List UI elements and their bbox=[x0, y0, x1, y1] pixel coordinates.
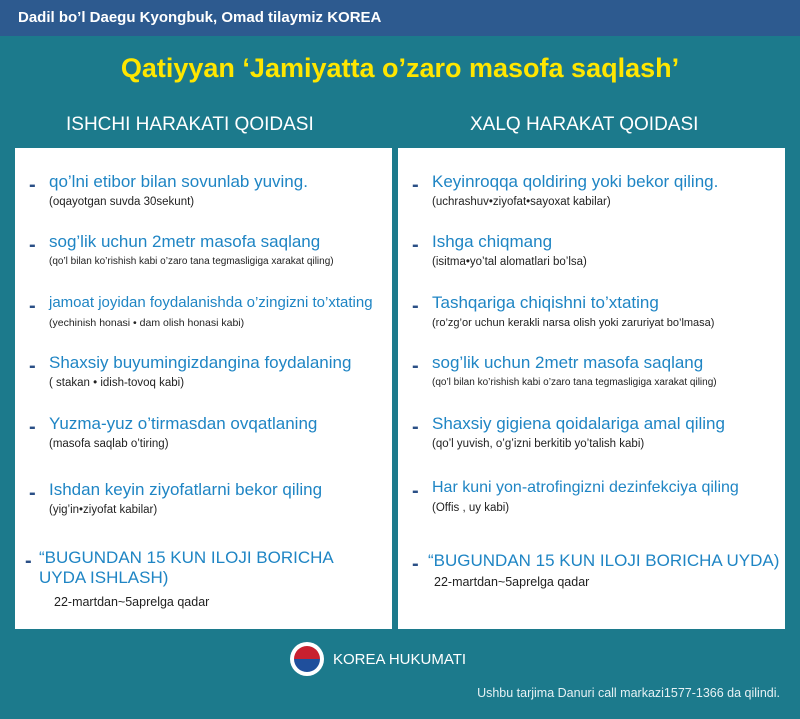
dash-bullet-icon: - bbox=[412, 234, 419, 256]
dash-bullet-icon: - bbox=[29, 174, 36, 196]
rule-text: Shaxsiy gigiena qoidalariga amal qiling bbox=[432, 414, 725, 433]
rule-text: qo’lni etibor bilan sovunlab yuving. bbox=[49, 172, 308, 191]
rule-text: Shaxsiy buyumingizdangina foydalaning bbox=[49, 353, 352, 372]
rule-text: jamoat joyidan foydalanishda o’zingizni to’xtating bbox=[49, 294, 373, 311]
dash-bullet-icon: - bbox=[412, 295, 419, 317]
dash-bullet-icon: - bbox=[29, 416, 36, 438]
rule-text: Yuzma-yuz o’tirmasdan ovqatlaning bbox=[49, 414, 318, 433]
rule-text: Har kuni yon-atrofingizni dezinfekciya qiling bbox=[432, 479, 739, 496]
rule-text: Keyinroqqa qoldiring yoki bekor qiling. bbox=[432, 172, 719, 191]
government-label: KOREA HUKUMATI bbox=[333, 651, 467, 668]
rule-text: sog’lik uchun 2metr masofa saqlang bbox=[49, 232, 321, 251]
rule-note: 22-martdan~5aprelga qadar bbox=[434, 575, 590, 589]
dash-bullet-icon: - bbox=[29, 355, 36, 377]
rule-note: (masofa saqlab o’tiring) bbox=[49, 438, 169, 450]
rule-note: (Offis , uy kabi) bbox=[432, 502, 510, 514]
rule-note: (uchrashuv•ziyofat•sayoxat kabilar) bbox=[432, 196, 611, 208]
dash-bullet-icon: - bbox=[412, 174, 419, 196]
rule-note: (qo’l bilan ko’rishish kabi o’zaro tana tegmasligiga xarakat qiling) bbox=[49, 256, 334, 267]
rule-note: ( stakan • idish-tovoq kabi) bbox=[49, 377, 185, 389]
left-rules-panel bbox=[15, 148, 392, 629]
top-banner bbox=[0, 0, 800, 36]
dash-bullet-icon: - bbox=[29, 295, 36, 317]
rule-note: (qo’l bilan ko’rishish kabi o’zaro tana tegmasligiga xarakat qiling) bbox=[432, 377, 717, 388]
dash-bullet-icon: - bbox=[412, 553, 419, 575]
dash-bullet-icon: - bbox=[412, 355, 419, 377]
rule-text: “BUGUNDAN 15 KUN ILOJI BORICHA UYDA) bbox=[428, 551, 780, 570]
page-title: Qatiyyan ‘Jamiyatta o’zaro masofa saqlash’ bbox=[120, 53, 680, 83]
rule-note: (qo’l yuvish, o’g’izni berkitib yo’talish kabi) bbox=[432, 438, 645, 450]
rule-note: (oqayotgan suvda 30sekunt) bbox=[49, 196, 195, 208]
dash-bullet-icon: - bbox=[29, 482, 36, 504]
dash-bullet-icon: - bbox=[412, 480, 419, 502]
translation-credit: Ushbu tarjima Danuri call markazi1577-1366 da qilindi. bbox=[477, 686, 780, 700]
banner-text: Dadil bo’l Daegu Kyongbuk, Omad tilaymiz KOREA bbox=[18, 9, 382, 26]
left-column-heading: ISHCHI HARAKATI QOIDASI bbox=[66, 114, 314, 135]
rule-text: Ishdan keyin ziyofatlarni bekor qiling bbox=[49, 480, 323, 499]
rule-note: 22-martdan~5aprelga qadar bbox=[54, 595, 210, 609]
dash-bullet-icon: - bbox=[29, 234, 36, 256]
korea-taeguk-emblem-icon bbox=[290, 642, 324, 676]
right-rules-panel bbox=[398, 148, 785, 629]
right-column-heading: XALQ HARAKAT QOIDASI bbox=[470, 114, 699, 135]
rule-note: (yechinish honasi • dam olish honasi kabi) bbox=[49, 317, 245, 329]
rule-text: “BUGUNDAN 15 KUN ILOJI BORICHA UYDA ISHLASH) bbox=[39, 548, 333, 587]
rule-text: Ishga chiqmang bbox=[432, 232, 553, 251]
rule-note: (isitma•yo’tal alomatlari bo’lsa) bbox=[432, 256, 587, 268]
dash-bullet-icon: - bbox=[412, 416, 419, 438]
dash-bullet-icon: - bbox=[25, 550, 32, 572]
rule-text: Tashqariga chiqishni to’xtating bbox=[432, 293, 659, 312]
rule-note: (yig’in•ziyofat kabilar) bbox=[49, 504, 158, 516]
rule-text: sog’lik uchun 2metr masofa saqlang bbox=[432, 353, 704, 372]
rule-note: (ro’zg’or uchun kerakli narsa olish yoki zaruriyat bo’lmasa) bbox=[432, 317, 715, 329]
